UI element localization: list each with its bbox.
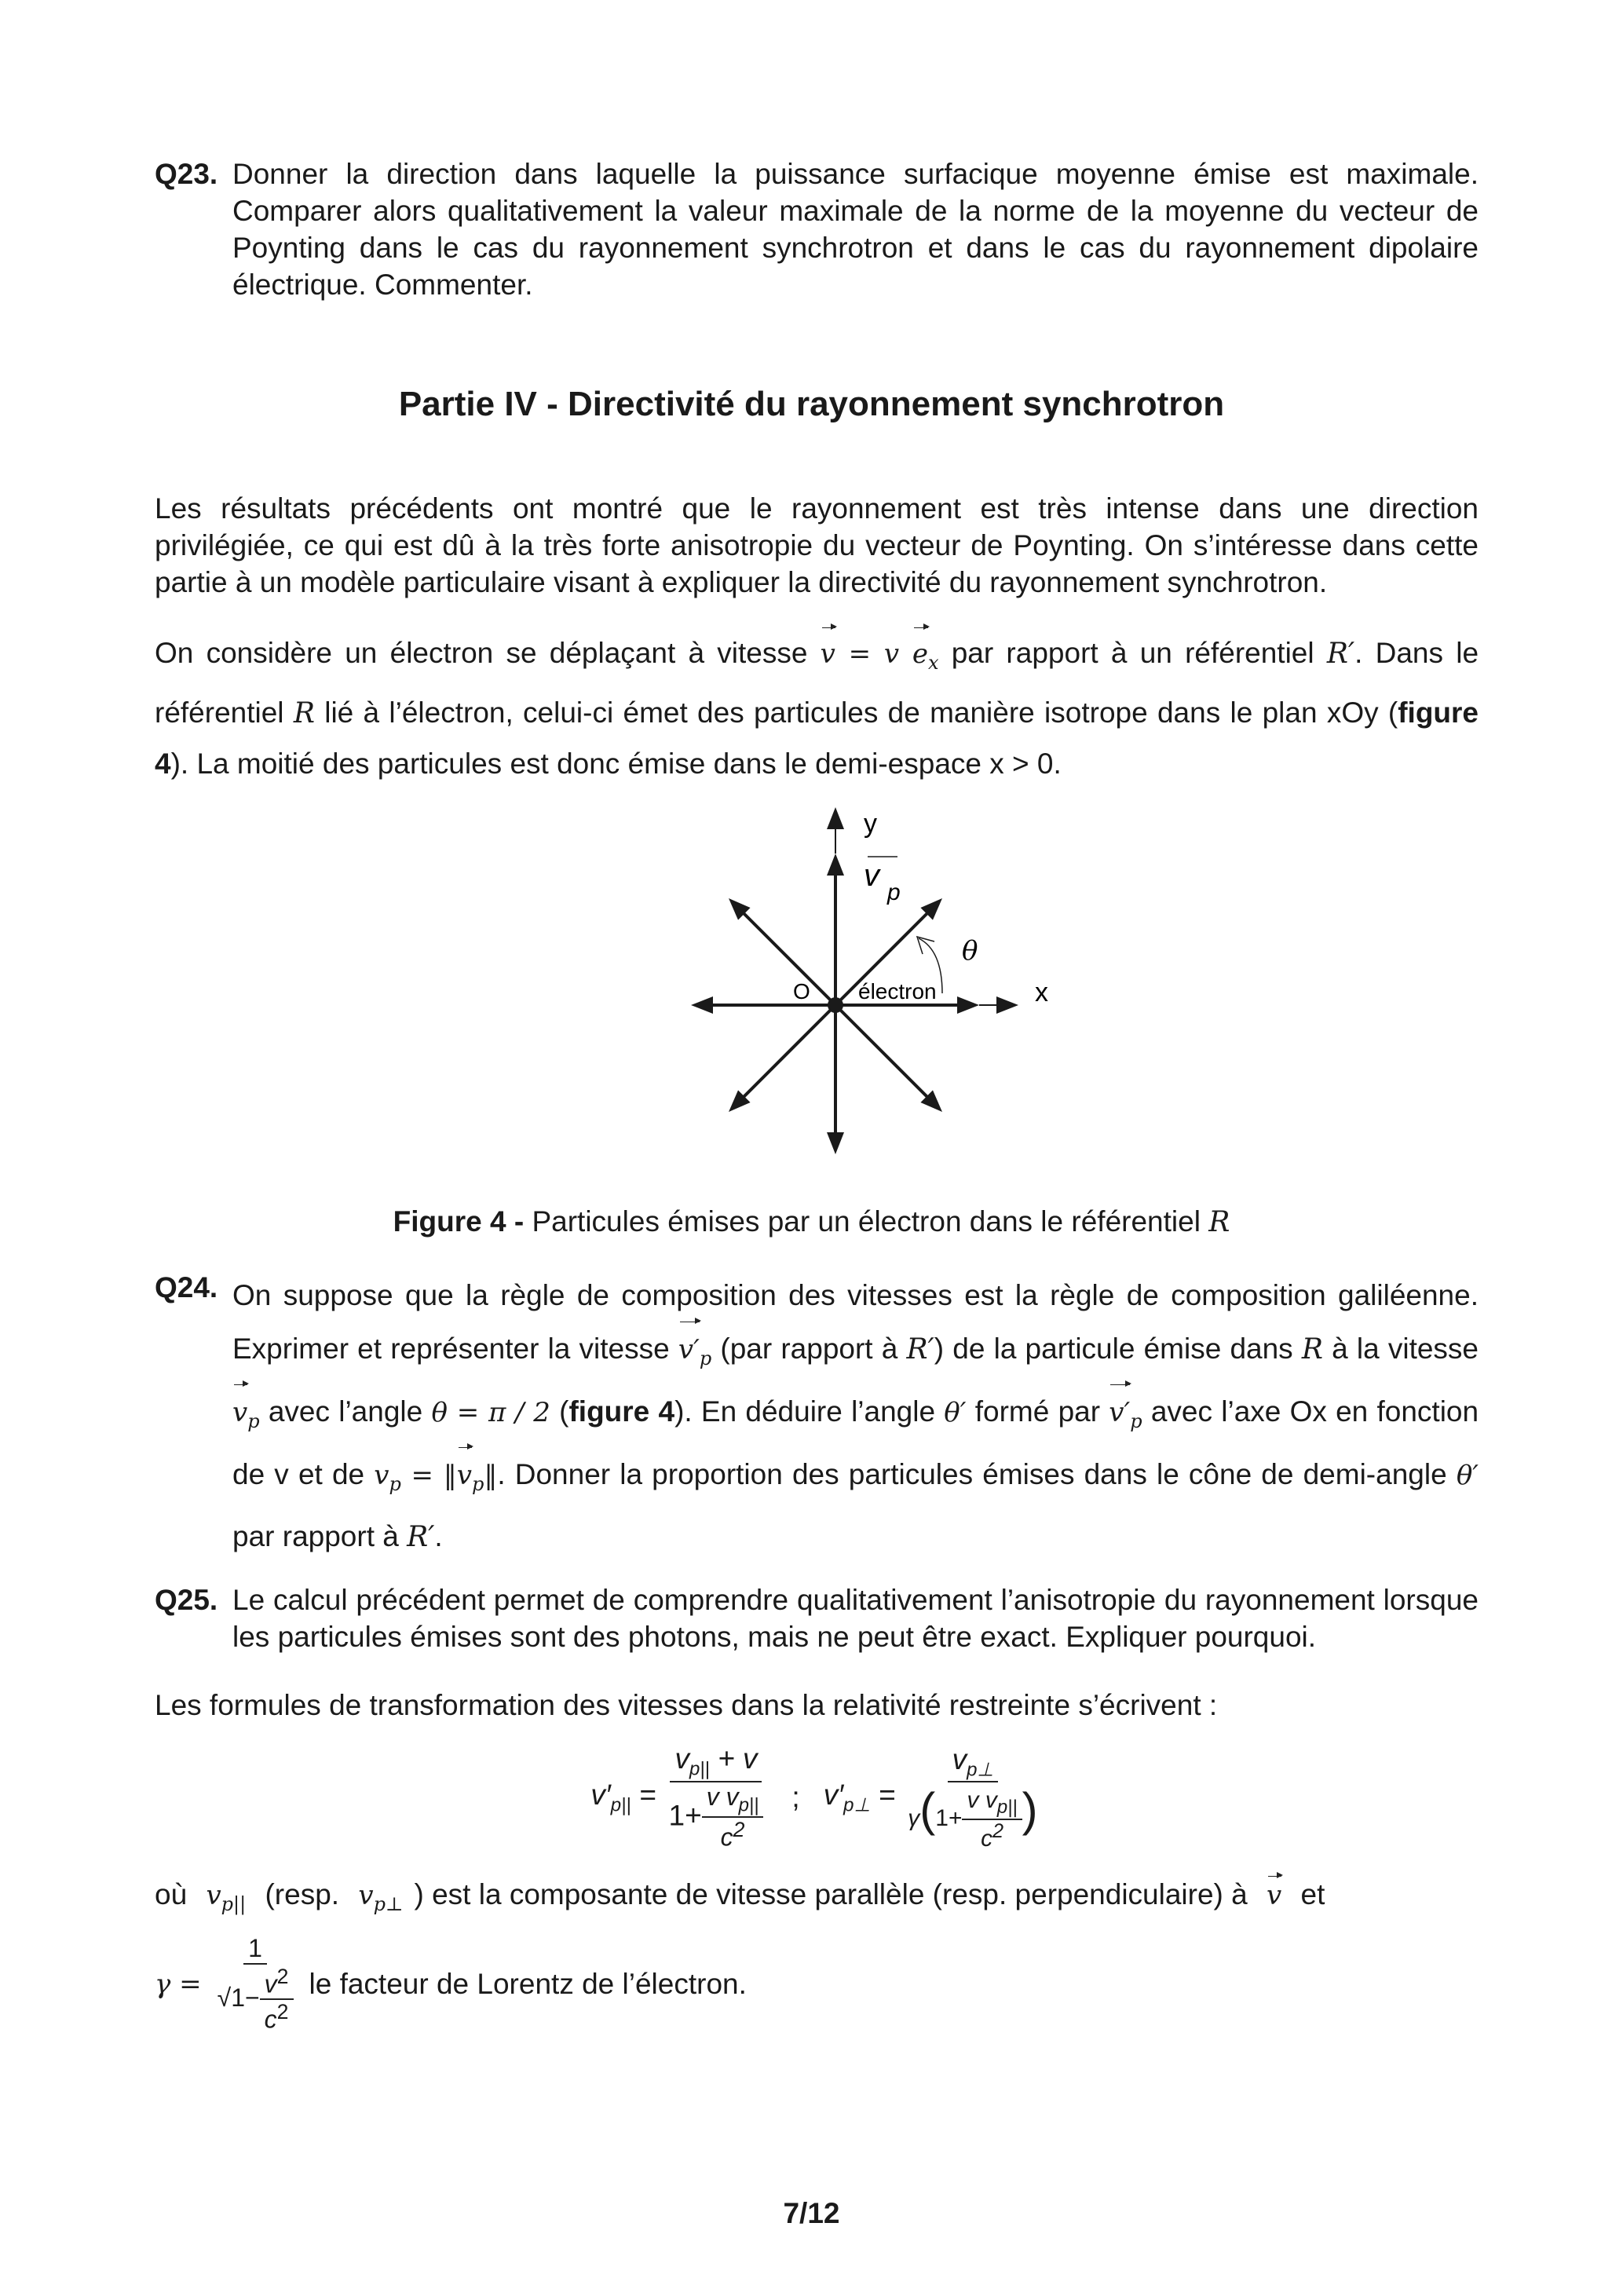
text: où — [155, 1877, 188, 1910]
text: On considère un électron se déplaçant à vitesse — [155, 637, 808, 669]
formulas-intro: Les formules de transformation des vitesses dans la relativité restreinte s’écrivent : — [155, 1689, 1218, 1722]
frame-symbol: R′ — [1326, 638, 1355, 670]
where-paragraph: où $v_{p||}$ (resp. $v_{p\perp}$ ) est la composante de vitesse parallèle (resp. perpendiculaire) à v et — [155, 1877, 1325, 1915]
figure-ref: figure 4 — [155, 696, 1479, 780]
particle-arrow-up-head — [827, 854, 844, 876]
text: et — [1300, 1877, 1325, 1910]
electron-label: électron — [858, 979, 937, 1004]
question-text: Le calcul précédent permet de comprendre qualitativement l’anisotropie du rayonnement lorsque les particules émises sont des photons, mais ne peut être exact. Expliquer pourquoi. — [232, 1584, 1479, 1654]
section-heading: Partie IV - Directivité du rayonnement synchrotron — [398, 385, 1225, 423]
lower-content — [155, 1269, 1479, 2035]
question-q25 — [155, 1581, 1479, 1655]
x-axis-label: x — [1035, 978, 1048, 1007]
particle-arrow-left-head — [691, 996, 713, 1014]
text: avec l’axe Ox en fonction de v et de — [232, 1395, 1479, 1490]
text: par rapport à — [232, 1520, 399, 1553]
page-number: 7/12 — [783, 2197, 840, 2229]
figure-ref: figure 4 — [568, 1395, 675, 1428]
y-axis-label: y — [864, 809, 877, 839]
angle-value: θ = π / 2 — [431, 1396, 550, 1428]
figure-caption — [0, 1205, 1623, 1238]
particle-arrow-down-head — [827, 1132, 844, 1154]
question-text: On suppose que la règle de composition des vitesses est la règle de composition galiléenne. Exprimer et représenter la vitesse $v'_p$ (par rapport à R′) de la particule émise dans R à la vitesse $v_p$ avec l’angle θ = π / 2 (figure 4). En déduire l’angle θ′ formé par $v'_p$ avec l’axe Ox en fonction de v et de $v_p$ = $‖v_p‖$. Donner la proportion des particules émises dans le cône de demi-angle θ′ par rapport à R′. — [232, 1279, 1479, 1554]
text: lié à l’électron, celui-ci émet des particules de manière isotrope dans le plan xOy ( — [324, 696, 1398, 729]
text: On suppose que la règle de composition des vitesses est la règle de composition galiléenne. Exprimer et représenter la vitesse — [232, 1279, 1479, 1365]
text: (par rapport à — [720, 1333, 898, 1365]
electron-dot — [828, 997, 843, 1013]
intro-paragraph: Les résultats précédents ont montré que le rayonnement est très intense dans une direction privilégiée, ce qui est dû à la très forte anisotropie du vecteur de Poynting. On s’intéresse dans cette partie à un modèle particulaire visant à expliquer la directivité du rayonnement synchrotron. — [155, 492, 1479, 598]
text: le facteur de Lorentz de l’électron. — [309, 1967, 747, 2000]
frame-symbol: R — [293, 696, 315, 729]
text: à la vitesse — [1332, 1333, 1479, 1365]
text: par rapport à un référentiel — [951, 637, 1314, 669]
text: (resp. — [265, 1877, 340, 1910]
text: . Donner la proportion des particules émises dans le cône de demi-angle — [497, 1457, 1447, 1490]
question-label: Q25. — [155, 1584, 218, 1617]
caption-label: Figure 4 - — [393, 1205, 525, 1238]
frame-symbol: R — [1208, 1206, 1230, 1238]
question-label: Q24. — [155, 1271, 218, 1303]
vp-label: v — [864, 858, 879, 893]
y-axis-head — [827, 807, 844, 829]
caption-text: Particules émises par un électron dans le référentiel — [532, 1205, 1201, 1238]
theta-label: θ — [962, 935, 978, 967]
norm-symbol: v — [374, 1459, 389, 1491]
text: . Dans le référentiel — [155, 637, 1479, 729]
lorentz-factor: γ = 1 √1− $\frac{v^2}{c^2}$ le facteur de Lorentz de l’électron. — [155, 1933, 747, 2034]
text: ). La moitié des particules est donc émise dans le demi-espace x > 0. — [170, 747, 1062, 780]
particle-arrow-down-right — [835, 1005, 931, 1101]
text: ). En déduire l’angle — [674, 1395, 936, 1428]
text: formé par — [974, 1395, 1101, 1428]
origin-label: O — [793, 979, 810, 1004]
particle-arrow-right-head — [957, 996, 979, 1014]
text: avec l’angle — [268, 1395, 423, 1428]
question-label: Q23. — [155, 158, 218, 190]
theta-prime: θ′ — [944, 1396, 967, 1428]
vp-sub-label: p — [887, 879, 901, 905]
x-axis-head — [996, 996, 1018, 1014]
particle-arrow-up-left — [740, 909, 835, 1005]
velocity-transformation-equations: $v'_{p||}$ = $v_{p||} + v$ 1+ $\frac{v v_{p||}}{c^2}$ ; $v'_{p\perp}$ = $v_{p\perp}$ γ(1+ $\frac{v v_{p||}}{c^2}$ ) — [590, 1742, 1038, 1852]
question-text: Donner la direction dans laquelle la puissance surfacique moyenne émise est maximale. Comparer alors qualitativement la valeur maximale de la norme de la moyenne du vecteur de Poynting dans le cas du rayonnement synchrotron et dans le cas du rayonnement dipolaire électrique. Commenter. — [232, 158, 1479, 301]
question-q24 — [155, 1269, 1479, 1564]
velocity-equation: v = v $e_x$ — [821, 638, 939, 670]
particle-arrow-down-left — [740, 1005, 835, 1101]
text: ) de la particule émise dans — [934, 1333, 1293, 1365]
vp-prime: v′ — [678, 1323, 700, 1377]
text: ) est la composante de vitesse parallèle (resp. perpendiculaire) à — [414, 1877, 1248, 1910]
